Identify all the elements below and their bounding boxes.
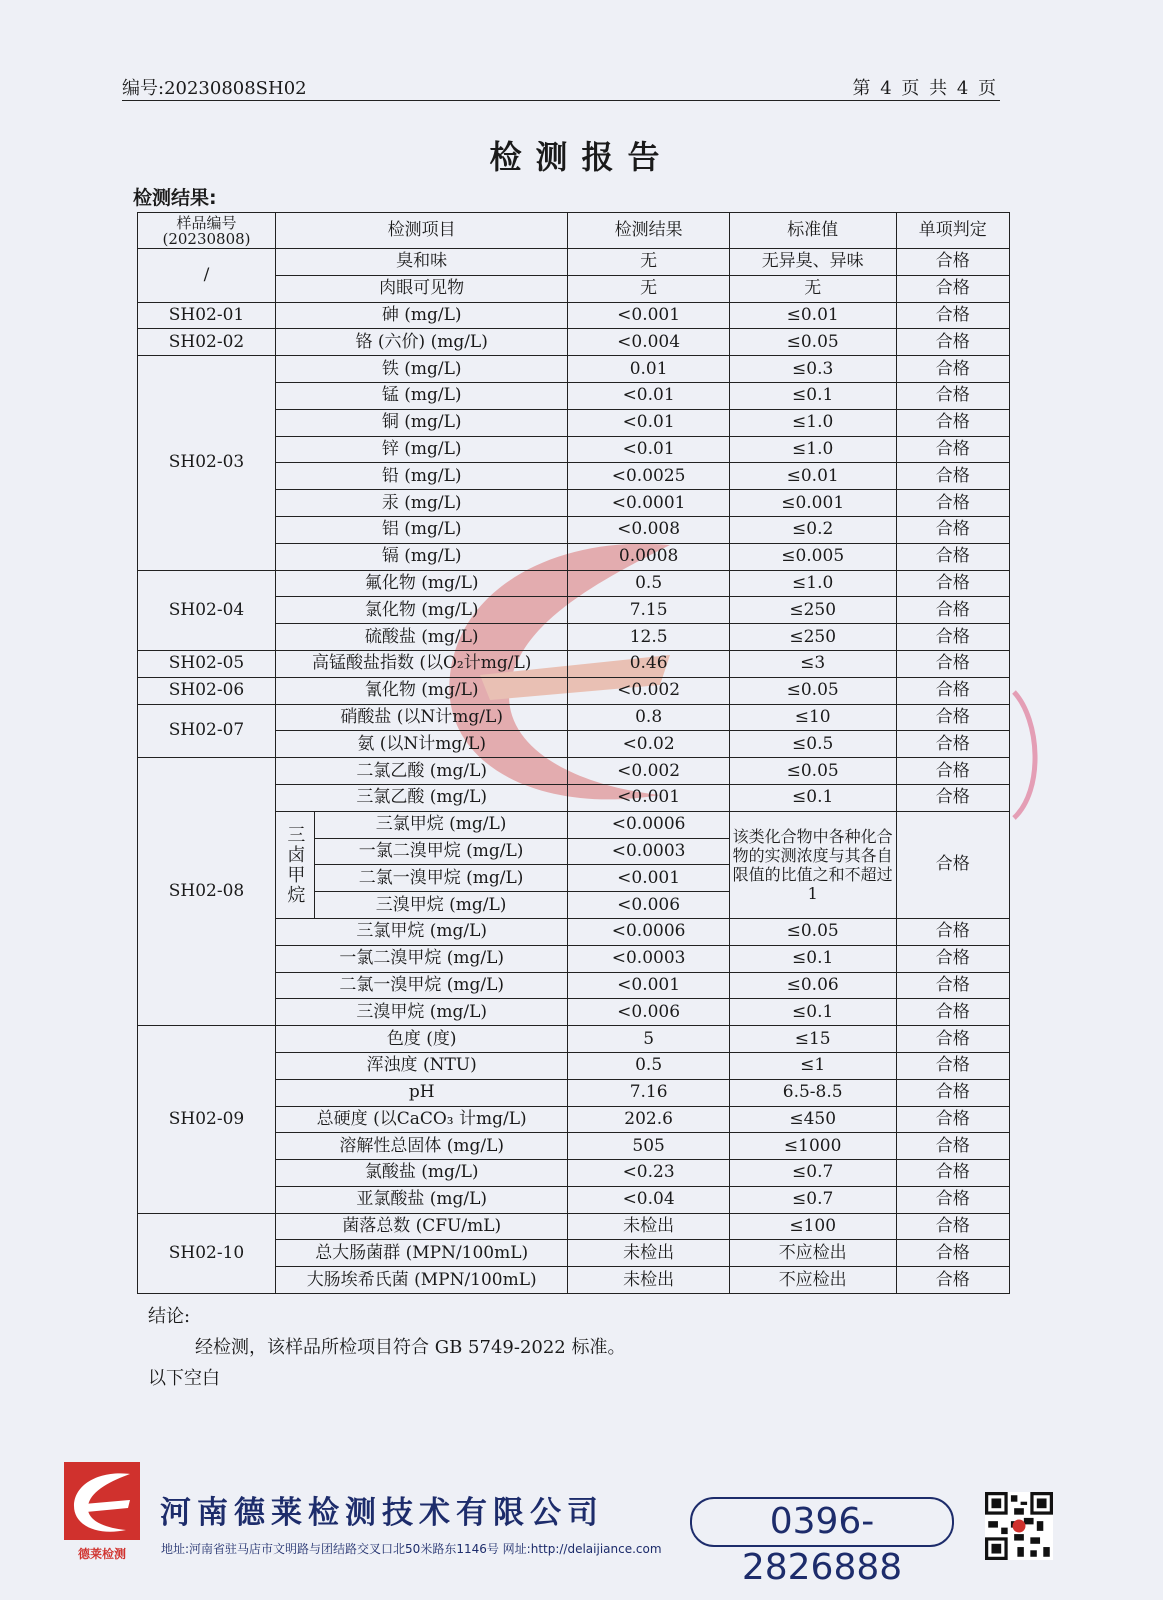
item-cell: 三氯甲烷 (mg/L) [314,811,568,838]
result-cell: <0.006 [568,999,730,1026]
result-cell: 12.5 [568,624,730,651]
result-cell: 未检出 [568,1240,730,1267]
item-cell: 总硬度 (以CaCO₃ 计mg/L) [276,1106,568,1133]
standard-cell: ≤0.01 [729,463,896,490]
item-cell: 二氯一溴甲烷 (mg/L) [314,865,568,892]
company-address: 地址:河南省驻马店市文明路与团结路交叉口北50米路东1146号 网址:http://delaijiance.com [161,1542,662,1556]
item-cell: 氯化物 (mg/L) [276,597,568,624]
standard-cell: ≤0.05 [729,677,896,704]
item-cell: 铝 (mg/L) [276,516,568,543]
item-cell: pH [276,1079,568,1106]
standard-cell: ≤1 [729,1052,896,1079]
standard-cell: ≤0.05 [729,329,896,356]
result-cell: <0.01 [568,409,730,436]
report-title: 检测报告 [489,138,674,176]
judgement-cell: 合格 [896,1240,1010,1267]
judgement-cell: 合格 [896,570,1010,597]
item-cell: 锌 (mg/L) [276,436,568,463]
standard-cell: ≤1.0 [729,570,896,597]
judgement-cell: 合格 [896,1213,1010,1240]
standard-cell: ≤0.7 [729,1160,896,1187]
item-cell: 氰化物 (mg/L) [276,677,568,704]
item-cell: 三氯甲烷 (mg/L) [276,918,568,945]
sample-cell: / [138,249,276,303]
result-cell: <0.0006 [568,918,730,945]
judgement-cell: 合格 [896,490,1010,517]
judgement-cell: 合格 [896,329,1010,356]
standard-cell: ≤0.05 [729,918,896,945]
judgement-cell: 合格 [896,356,1010,383]
result-cell: <0.0003 [568,838,730,865]
page-info: 第 4 页 共 4 页 [852,78,998,99]
result-cell: 7.15 [568,597,730,624]
judgement-cell: 合格 [896,249,1010,276]
item-cell: 硫酸盐 (mg/L) [276,624,568,651]
judgement-cell: 合格 [896,275,1010,302]
conclusion-label: 结论: [148,1306,191,1327]
result-cell: <0.0006 [568,811,730,838]
sample-cell: SH02-09 [138,1026,276,1214]
item-cell: 镉 (mg/L) [276,543,568,570]
results-table [137,212,1010,1294]
table-row [138,1026,1010,1053]
item-cell: 二氯一溴甲烷 (mg/L) [276,972,568,999]
result-cell: 0.8 [568,704,730,731]
judgement-cell: 合格 [896,436,1010,463]
sample-cell: SH02-08 [138,758,276,1026]
result-cell: 无 [568,249,730,276]
judgement-cell: 合格 [896,597,1010,624]
item-cell: 氟化物 (mg/L) [276,570,568,597]
logo-caption: 德莱检测 [77,1547,127,1561]
result-cell: <0.004 [568,329,730,356]
standard-cell: 不应检出 [729,1267,896,1294]
sample-cell: SH02-07 [138,704,276,758]
qr-code-icon [985,1492,1053,1560]
sample-cell: SH02-10 [138,1213,276,1293]
seal-stamp-edge [1010,690,1050,820]
result-cell: <0.002 [568,758,730,785]
judgement-cell: 合格 [896,1052,1010,1079]
standard-cell: ≤0.3 [729,356,896,383]
standard-cell: ≤0.5 [729,731,896,758]
table-row [138,704,1010,731]
item-cell: 三溴甲烷 (mg/L) [276,999,568,1026]
standard-cell: ≤100 [729,1213,896,1240]
judgement-cell: 合格 [896,945,1010,972]
result-cell: <0.23 [568,1160,730,1187]
item-cell: 铅 (mg/L) [276,463,568,490]
sample-cell: SH02-02 [138,329,276,356]
judgement-cell: 合格 [896,543,1010,570]
result-cell: <0.002 [568,677,730,704]
result-cell: 202.6 [568,1106,730,1133]
judgement-cell: 合格 [896,1160,1010,1187]
judgement-cell: 合格 [896,731,1010,758]
judgement-cell: 合格 [896,677,1010,704]
item-cell: 大肠埃希氏菌 (MPN/100mL) [276,1267,568,1294]
result-cell: <0.0025 [568,463,730,490]
result-cell: <0.0003 [568,945,730,972]
judgement-cell: 合格 [896,972,1010,999]
result-cell: <0.01 [568,382,730,409]
table-row [138,650,1010,677]
blank-note: 以下空白 [148,1368,220,1389]
result-cell: <0.008 [568,516,730,543]
judgement-cell: 合格 [896,1026,1010,1053]
table-header-row [138,213,1010,249]
result-cell: 0.0008 [568,543,730,570]
table-row [138,677,1010,704]
header-item: 检测项目 [276,213,568,249]
standard-cell: 不应检出 [729,1240,896,1267]
item-cell: 铁 (mg/L) [276,356,568,383]
header-judgement: 单项判定 [896,213,1010,249]
sample-cell: SH02-03 [138,356,276,570]
standard-cell: ≤1.0 [729,409,896,436]
table-row [138,302,1010,329]
item-cell: 一氯二溴甲烷 (mg/L) [314,838,568,865]
result-cell: <0.001 [568,972,730,999]
result-cell: <0.001 [568,784,730,811]
standard-cell: ≤0.1 [729,784,896,811]
judgement-cell: 合格 [896,1186,1010,1213]
judgement-cell: 合格 [896,409,1010,436]
phone-number: 0396-2826888 [690,1497,954,1547]
item-cell: 铜 (mg/L) [276,409,568,436]
item-cell: 二氯乙酸 (mg/L) [276,758,568,785]
table-row [138,1213,1010,1240]
header-sample-no: 样品编号 (20230808) [138,213,276,249]
result-cell: 0.01 [568,356,730,383]
judgement-cell: 合格 [896,758,1010,785]
result-cell: <0.02 [568,731,730,758]
standard-cell: ≤0.1 [729,382,896,409]
result-cell: 7.16 [568,1079,730,1106]
standard-cell: ≤3 [729,650,896,677]
result-cell: 0.5 [568,570,730,597]
item-cell: 铬 (六价) (mg/L) [276,329,568,356]
item-cell: 硝酸盐 (以N计mg/L) [276,704,568,731]
result-cell: 0.5 [568,1052,730,1079]
standard-cell: ≤0.1 [729,945,896,972]
header-standard: 标准值 [729,213,896,249]
result-cell: <0.006 [568,892,730,919]
judgement-cell: 合格 [896,999,1010,1026]
standard-cell: 无 [729,275,896,302]
standard-cell: ≤250 [729,597,896,624]
result-cell: <0.001 [568,302,730,329]
item-cell: 色度 (度) [276,1026,568,1053]
item-cell: 高锰酸盐指数 (以O₂计mg/L) [276,650,568,677]
item-cell: 浑浊度 (NTU) [276,1052,568,1079]
result-cell: 5 [568,1026,730,1053]
item-cell: 三溴甲烷 (mg/L) [314,892,568,919]
company-logo-icon [64,1462,140,1562]
judgement-cell: 合格 [896,1106,1010,1133]
company-name: 河南德莱检测技术有限公司 [160,1495,604,1531]
result-cell: <0.04 [568,1186,730,1213]
item-cell: 肉眼可见物 [276,275,568,302]
item-cell: 氯酸盐 (mg/L) [276,1160,568,1187]
standard-cell: ≤1000 [729,1133,896,1160]
judgement-cell: 合格 [896,811,1010,918]
standard-cell: ≤450 [729,1106,896,1133]
standard-cell: ≤0.2 [729,516,896,543]
standard-cell: ≤0.05 [729,758,896,785]
result-cell: 505 [568,1133,730,1160]
header-result: 检测结果 [568,213,730,249]
trihalomethane-group-label [276,811,315,918]
judgement-cell: 合格 [896,1133,1010,1160]
standard-cell: ≤0.1 [729,999,896,1026]
item-cell: 亚氯酸盐 (mg/L) [276,1186,568,1213]
standard-cell: 无异臭、异味 [729,249,896,276]
item-cell: 氨 (以N计mg/L) [276,731,568,758]
item-cell: 一氯二溴甲烷 (mg/L) [276,945,568,972]
standard-cell: ≤0.06 [729,972,896,999]
item-cell: 砷 (mg/L) [276,302,568,329]
judgement-cell: 合格 [896,1079,1010,1106]
standard-cell: ≤15 [729,1026,896,1053]
judgement-cell: 合格 [896,516,1010,543]
judgement-cell: 合格 [896,1267,1010,1294]
judgement-cell: 合格 [896,302,1010,329]
results-section-label: 检测结果: [133,187,217,209]
sample-cell: SH02-01 [138,302,276,329]
document-number: 编号:20230808SH02 [122,78,307,99]
standard-note-cell: 该类化合物中各种化合物的实测浓度与其各自限值的比值之和不超过1 [729,811,896,918]
judgement-cell: 合格 [896,918,1010,945]
standard-cell: ≤0.01 [729,302,896,329]
standard-cell: ≤0.7 [729,1186,896,1213]
result-cell: 未检出 [568,1267,730,1294]
judgement-cell: 合格 [896,463,1010,490]
judgement-cell: 合格 [896,382,1010,409]
item-cell: 菌落总数 (CFU/mL) [276,1213,568,1240]
item-cell: 总大肠菌群 (MPN/100mL) [276,1240,568,1267]
sample-cell: SH02-04 [138,570,276,650]
judgement-cell: 合格 [896,624,1010,651]
result-cell: 未检出 [568,1213,730,1240]
table-row [138,329,1010,356]
table-row [138,758,1010,785]
sample-cell: SH02-06 [138,677,276,704]
judgement-cell: 合格 [896,650,1010,677]
standard-cell: ≤0.005 [729,543,896,570]
standard-cell: ≤10 [729,704,896,731]
trihalomethane-group-text: 三卤甲烷 [284,824,306,905]
item-cell: 汞 (mg/L) [276,490,568,517]
judgement-cell: 合格 [896,784,1010,811]
standard-cell: ≤250 [729,624,896,651]
table-row [138,249,1010,276]
conclusion-text: 经检测，该样品所检项目符合 GB 5749-2022 标准。 [195,1337,626,1358]
item-cell: 三氯乙酸 (mg/L) [276,784,568,811]
judgement-cell: 合格 [896,704,1010,731]
item-cell: 臭和味 [276,249,568,276]
header-divider [122,100,1000,101]
result-cell: <0.0001 [568,490,730,517]
table-row [138,570,1010,597]
standard-cell: ≤1.0 [729,436,896,463]
result-cell: <0.01 [568,436,730,463]
result-cell: 无 [568,275,730,302]
item-cell: 溶解性总固体 (mg/L) [276,1133,568,1160]
standard-cell: ≤0.001 [729,490,896,517]
standard-cell: 6.5-8.5 [729,1079,896,1106]
result-cell: <0.001 [568,865,730,892]
table-row [138,356,1010,383]
item-cell: 锰 (mg/L) [276,382,568,409]
sample-cell: SH02-05 [138,650,276,677]
result-cell: 0.46 [568,650,730,677]
